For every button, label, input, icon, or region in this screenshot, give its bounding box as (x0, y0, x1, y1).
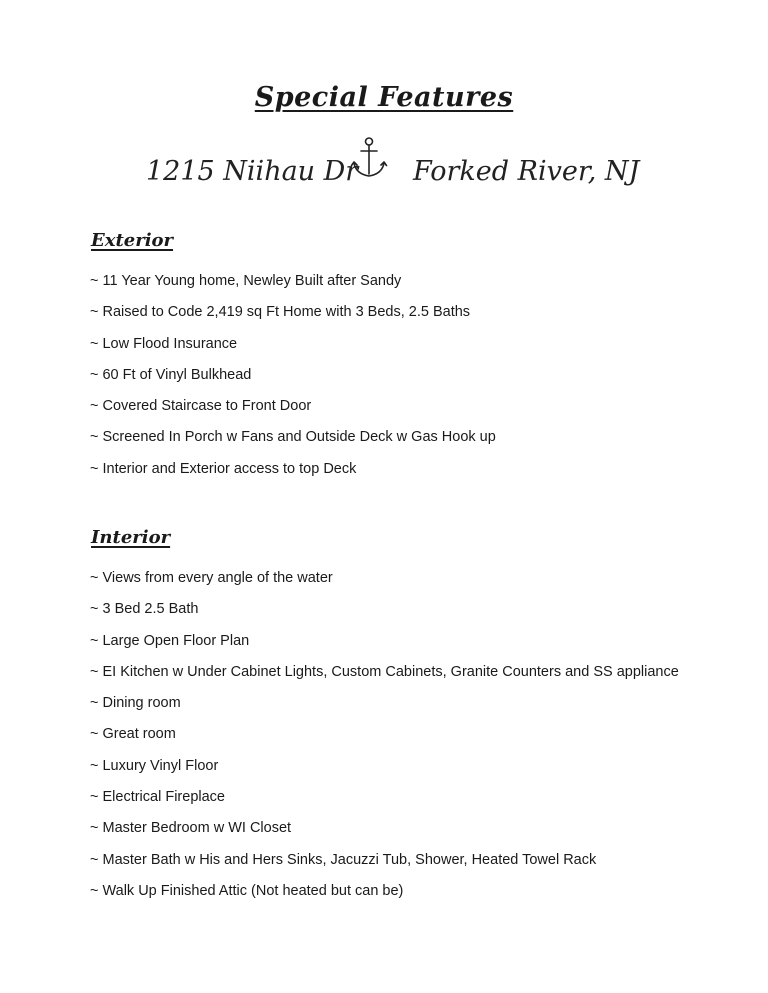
address-city: Forked River, NJ (413, 156, 640, 187)
list-item: ~ Master Bath w His and Hers Sinks, Jacuzzi Tub, Shower, Heated Towel Rack (90, 851, 597, 868)
page-title: Special Features (254, 82, 514, 113)
list-item: ~ Walk Up Finished Attic (Not heated but can be) (90, 882, 404, 899)
list-item: ~ Covered Staircase to Front Door (90, 398, 312, 415)
list-item: ~ Luxury Vinyl Floor (90, 757, 219, 774)
list-item: ~ Electrical Fireplace (90, 789, 225, 806)
exterior-list (90, 271, 496, 490)
list-item: ~ Large Open Floor Plan (90, 632, 250, 649)
list-item: ~ 60 Ft of Vinyl Bulkhead (90, 366, 252, 383)
list-item: ~ Interior and Exterior access to top Deck (90, 460, 357, 477)
list-item: ~ 3 Bed 2.5 Bath (90, 601, 199, 618)
list-item: ~ Dining room (90, 695, 181, 712)
interior-list (90, 568, 679, 912)
list-item: ~ Screened In Porch w Fans and Outside Deck w Gas Hook up (90, 429, 496, 446)
list-item: ~ Views from every angle of the water (90, 570, 333, 586)
list-item: ~ EI Kitchen w Under Cabinet Lights, Custom Cabinets, Granite Counters and SS appliance (90, 663, 679, 680)
list-item: ~ Low Flood Insurance (90, 335, 238, 352)
list-item: ~ Raised to Code 2,419 sq Ft Home with 3 Beds, 2.5 Baths (90, 304, 471, 321)
list-item: ~ Master Bedroom w WI Closet (90, 820, 292, 837)
list-item: ~ Great room (90, 726, 176, 743)
anchor-icon (350, 136, 388, 182)
exterior-heading: Exterior (91, 230, 174, 251)
interior-heading: Interior (91, 527, 171, 548)
list-item: ~ 11 Year Young home, Newley Built after Sandy (90, 273, 402, 289)
address-street: 1215 Niihau Dr (146, 156, 359, 187)
